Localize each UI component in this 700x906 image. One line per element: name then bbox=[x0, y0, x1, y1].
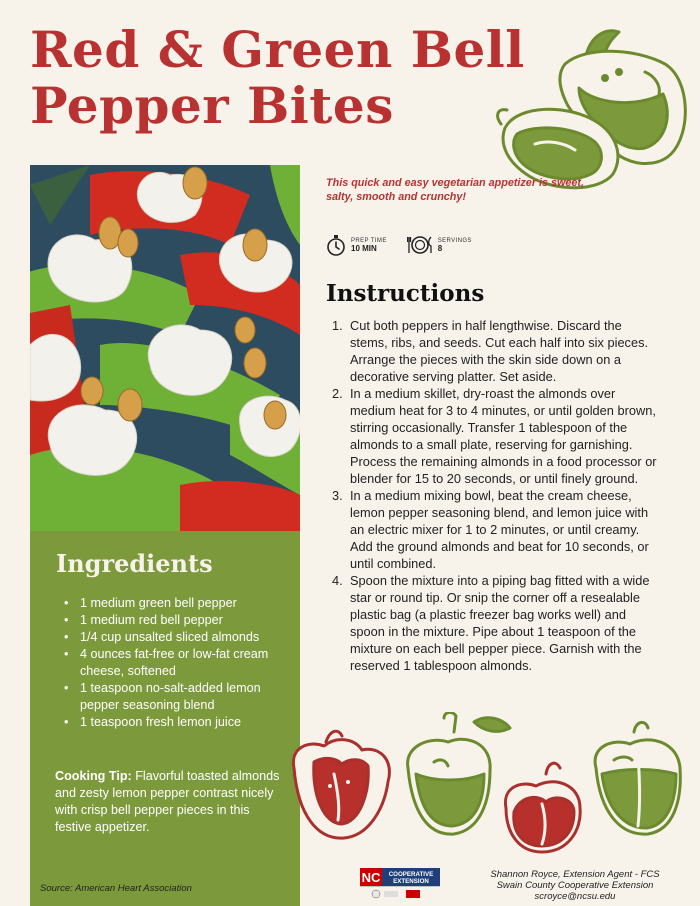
prep-time bbox=[326, 234, 387, 256]
servings-label: SERVINGS bbox=[437, 237, 472, 244]
instruction-step bbox=[330, 572, 662, 674]
cooking-tip-text: Flavorful toasted almonds and zesty lemon pepper contrast nicely with crisp bell pepper pieces in this festive appetizer. bbox=[55, 769, 280, 834]
instructions-heading: Instructions bbox=[326, 280, 485, 307]
plate-utensils-icon bbox=[407, 234, 433, 256]
author-credit bbox=[460, 869, 690, 902]
step-number: 4. bbox=[332, 573, 343, 588]
ingredients-heading: Ingredients bbox=[56, 549, 213, 578]
intro-text: This quick and easy vegetarian appetizer is sweet, salty, smooth and crunchy! bbox=[326, 177, 585, 203]
ingredient-item: • 1 medium red bell pepper bbox=[60, 612, 296, 629]
step-text: Spoon the mixture into a piping bag fitted with a wide star or round tip. Or snip the corner off a resealable plastic bag (a plastic freezer bag works well) and spoon in the mixture. Pipe about 1 teaspoon of the mixture on each bell pepper piece. Garnish with the reserved 1 tablespoon almonds. bbox=[350, 573, 650, 673]
ingredient-item: • 1 medium green bell pepper bbox=[60, 595, 296, 612]
source-credit: Source: American Heart Association bbox=[40, 883, 192, 894]
green-pepper-illustration-top bbox=[495, 24, 695, 196]
instruction-step bbox=[330, 385, 662, 487]
instruction-step bbox=[330, 487, 662, 572]
step-text: Cut both peppers in half lengthwise. Discard the stems, ribs, and seeds. Cut each half into six pieces. Arrange the pieces with the skin side down on a decorative serving platter. Set aside. bbox=[350, 318, 649, 384]
credit-email: scroyce@ncsu.edu bbox=[534, 891, 616, 902]
step-number: 3. bbox=[332, 488, 343, 503]
ingredient-item: • 1 teaspoon no-salt-added lemon pepper seasoning blend bbox=[60, 680, 296, 714]
ingredient-item: • 4 ounces fat-free or low-fat cream cheese, softened bbox=[60, 646, 296, 680]
logo-line-2: EXTENSION bbox=[393, 878, 429, 885]
red-pepper-cut-icon bbox=[293, 731, 389, 838]
ingredient-item: • 1 teaspoon fresh lemon juice bbox=[60, 714, 296, 731]
credit-line-1: Shannon Royce, Extension Agent - FCS bbox=[490, 869, 660, 880]
credit-line-2: Swain County Cooperative Extension bbox=[496, 880, 654, 891]
title-line-1: Red & Green Bell bbox=[30, 20, 525, 79]
ingredients-list bbox=[60, 595, 296, 731]
title-line-2: Pepper Bites bbox=[30, 76, 394, 135]
logo-line-1: COOPERATIVE bbox=[388, 871, 434, 878]
instruction-step bbox=[330, 317, 662, 385]
prep-time-value: 10 MIN bbox=[351, 243, 377, 253]
cooking-tip-label: Cooking Tip: bbox=[55, 769, 132, 783]
recipe-meta bbox=[326, 234, 472, 256]
step-number: 1. bbox=[332, 318, 343, 333]
step-text: In a medium skillet, dry-roast the almonds over medium heat for 3 to 4 minutes, or until golden brown, stirring occasionally. Transfer 1 tablespoon of the almonds to a small plate, reserving for garnishing. Process the remaining almonds in a food processor or blender for 15 to 20 seconds, or until finely ground. bbox=[350, 386, 657, 486]
stopwatch-icon bbox=[326, 234, 346, 256]
instructions-list bbox=[330, 317, 662, 674]
logo-nc: NC bbox=[361, 870, 381, 885]
step-number: 2. bbox=[332, 386, 343, 401]
pepper-bites-photo-illustration bbox=[30, 165, 300, 531]
recipe-photo bbox=[30, 165, 300, 531]
green-pepper-icon-right bbox=[595, 722, 680, 834]
green-pepper-icon bbox=[408, 712, 510, 834]
pepper-illustrations-bottom bbox=[284, 712, 694, 862]
prep-time-label: PREP TIME bbox=[351, 237, 387, 244]
page-title bbox=[30, 22, 570, 134]
cooking-tip bbox=[55, 768, 280, 836]
nc-cooperative-extension-logo bbox=[360, 868, 440, 900]
servings-value: 8 bbox=[437, 243, 443, 253]
servings bbox=[407, 234, 472, 256]
step-text: In a medium mixing bowl, beat the cream cheese, lemon pepper seasoning blend, and lemon juice with an electric mixer for 1 to 2 minutes, or until creamy. Add the ground almonds and beat for 10 seconds, or until combined. bbox=[350, 488, 649, 571]
ingredients-panel bbox=[30, 531, 300, 906]
ingredient-item: • 1/4 cup unsalted sliced almonds bbox=[60, 629, 296, 646]
red-pepper-icon bbox=[505, 763, 580, 852]
